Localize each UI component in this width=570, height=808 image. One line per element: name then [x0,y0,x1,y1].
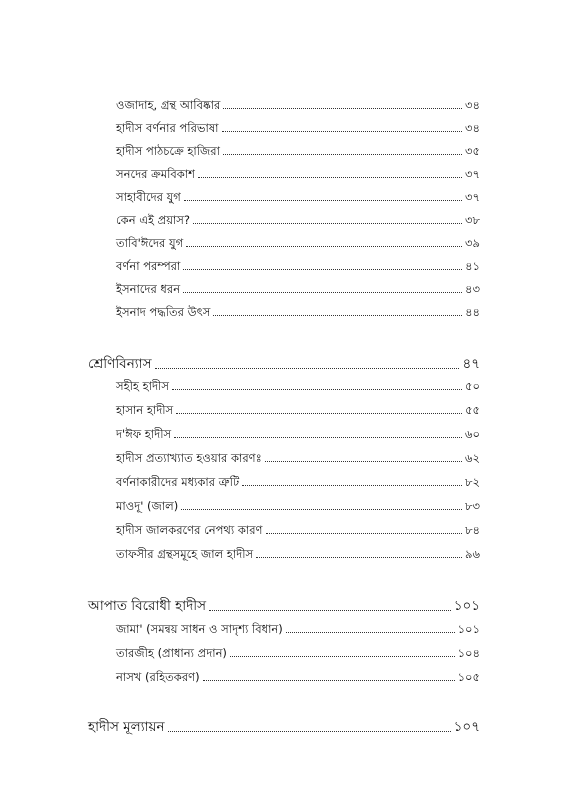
toc-entry-page: ৩৭ [465,190,480,204]
dot-leader [256,557,462,558]
toc-entry-title: সহীহ হাদীস [116,379,169,393]
dot-leader [222,131,463,132]
toc-entry [116,161,480,181]
toc-entry-title: হাদীস জালকরণের নেপথ্য কারণ [116,523,263,537]
toc-entry [116,230,480,250]
dot-leader [230,656,455,657]
dot-leader [223,154,462,155]
dot-leader [223,108,462,109]
toc-entry [116,397,480,417]
section-heading-title: হাদীস মূল্যায়ন [88,719,165,735]
toc-entry [116,517,480,537]
dot-leader [198,177,462,178]
toc-entry [116,421,480,441]
toc-entry-title: হাসান হাদীস [116,403,174,417]
toc-entry-page: ৮৪ [465,523,480,537]
toc-entry-page: ৬০ [465,427,480,441]
dot-leader [155,368,460,369]
section-heading-page: ১০৭ [453,719,480,735]
toc-entry-title: ইসনাদ পদ্ধতির উৎস [116,305,211,319]
dot-leader [213,315,462,316]
toc-entry [116,184,480,204]
section-heading-page: ৪৭ [462,356,480,372]
toc-entry-title: মাওদূ' (জাল) [116,499,179,513]
toc-entry-page: ১০১ [457,622,480,636]
toc-entry-page: ৮৩ [465,499,480,513]
toc-entry-page: ৬২ [465,451,480,465]
toc-entry-page: ৩৫ [465,144,480,158]
toc-entry-title: তাফসীর গ্রন্থসমূহে জাল হাদীস [116,547,254,561]
toc-entry-title: বর্ণনা পরম্পরা [116,259,181,273]
toc-entry-title: ইসনাদের ধরন [116,282,181,296]
toc-entry-title: সনদের ক্রমবিকাশ [116,167,195,181]
toc-entry-title: তারজীহ (প্রাধান্য প্রদান) [116,646,227,660]
toc-entry-page: ৫০ [465,379,480,393]
toc-entry [116,616,480,636]
toc-entry-page: ৩৯ [465,236,480,250]
toc-entry-page: ৮২ [465,475,480,489]
dot-leader [286,632,455,633]
toc-entry [116,664,480,684]
toc-entry [116,115,480,135]
toc-entry-title: কেন এই প্রয়াস? [116,213,191,227]
toc-entry-page: ৩৪ [465,98,480,112]
dot-leader [242,485,462,486]
dot-leader [265,461,462,462]
section-heading-title: আপাত বিরোধী হাদীস [88,598,206,614]
toc-entry [116,373,480,393]
toc-entry-page: ৪১ [465,259,480,273]
toc-entry [116,299,480,319]
toc-section-heading [88,713,480,735]
dot-leader [184,200,462,201]
toc-section-heading [88,350,480,372]
dot-leader [181,509,462,510]
section-heading-title: শ্রেণিবিন্যাস [88,356,152,372]
dot-leader [193,223,462,224]
toc-entry-page: ৯৬ [465,547,480,561]
toc-entry-page: ৩৪ [465,121,480,135]
toc-entry-page: ১০৫ [457,670,480,684]
toc-entry-title: ওজাদাহ, গ্রন্থ আবিষ্কার [116,98,221,112]
dot-leader [183,292,462,293]
toc-entry [116,92,480,112]
dot-leader [168,731,451,732]
toc-entry [116,541,480,561]
dot-leader [174,437,462,438]
toc-entry-title: বর্ণনাকারীদের মধ্যকার ত্রুটি [116,475,240,489]
toc-entry-page: ৪৩ [465,282,480,296]
toc-entry-title: হাদীস বর্ণনার পরিভাষা [116,121,219,135]
toc-entry-page: ৪৪ [465,305,480,319]
toc-entry [116,253,480,273]
toc-entry [116,207,480,227]
toc-entry-page: ১০৪ [457,646,480,660]
toc-entry-title: সাহাবীদের যুগ [116,190,181,204]
toc-entry-title: হাদীস প্রত্যাখ্যাত হওয়ার কারণঃ [116,451,262,465]
dot-leader [209,610,451,611]
toc-entry [116,469,480,489]
toc-entry-page: ৫৫ [465,403,480,417]
toc-entry-page: ৩৭ [465,167,480,181]
toc-entry [116,640,480,660]
section-heading-page: ১০১ [453,598,480,614]
dot-leader [183,269,462,270]
toc-entry-title: জামা' (সমন্বয় সাধন ও সাদৃশ্য বিধান) [116,622,283,636]
dot-leader [266,533,463,534]
toc-entry-title: হাদীস পাঠচক্রে হাজিরা [116,144,220,158]
toc-entry [116,493,480,513]
toc-entry [116,276,480,296]
toc-entry-title: তাবি'ঈদের যুগ [116,236,184,250]
toc-section-heading [88,592,480,614]
toc-entry [116,138,480,158]
dot-leader [203,680,455,681]
dot-leader [186,246,462,247]
toc-entry [116,445,480,465]
toc-entry-title: দ'ঈফ হাদীস [116,427,172,441]
dot-leader [176,413,462,414]
toc-entry-page: ৩৮ [465,213,480,227]
toc-entry-title: নাসখ (রহিতকরণ) [116,670,200,684]
dot-leader [172,389,462,390]
